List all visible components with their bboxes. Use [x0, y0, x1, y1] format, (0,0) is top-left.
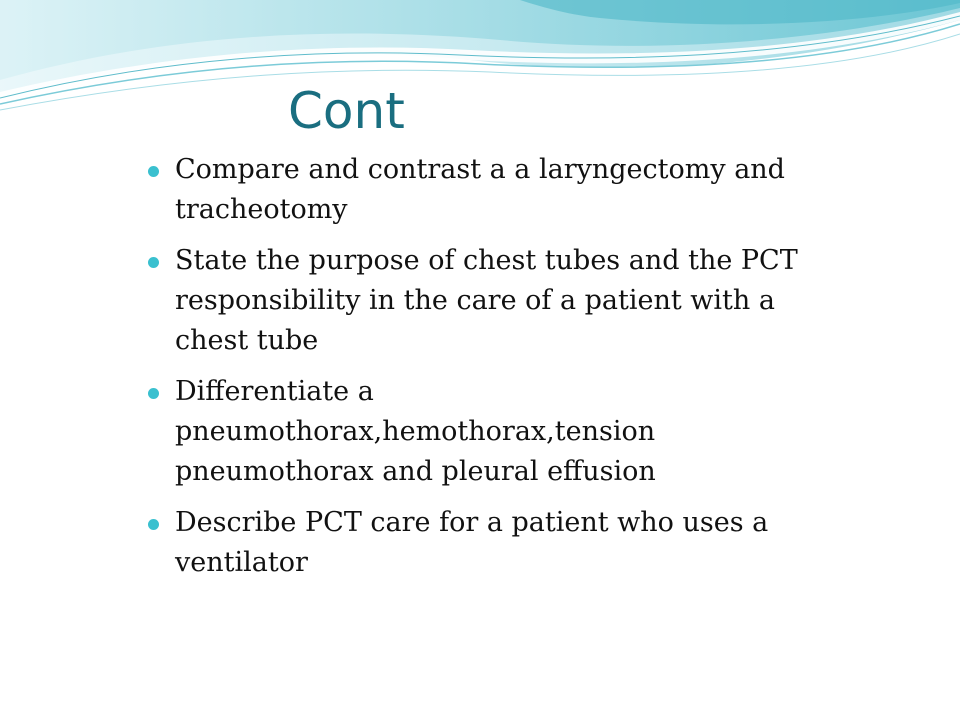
list-item	[148, 503, 848, 583]
list-item	[148, 150, 848, 230]
wave-decoration	[0, 0, 960, 130]
bullet-list	[148, 150, 848, 594]
bullet-dot-icon	[148, 257, 159, 268]
bullet-text: Compare and contrast a a laryngectomy and tracheotomy	[175, 154, 785, 225]
bullet-text: Describe PCT care for a patient who uses a ventilator	[175, 507, 769, 578]
list-item	[148, 372, 848, 492]
bullet-dot-icon	[148, 166, 159, 177]
bullet-text: Differentiate a pneumothorax,hemothorax,tension pneumothorax and pleural effusion	[175, 376, 656, 487]
slide-title: Cont	[288, 82, 405, 140]
list-item	[148, 241, 848, 361]
bullet-dot-icon	[148, 519, 159, 530]
bullet-dot-icon	[148, 388, 159, 399]
bullet-text: State the purpose of chest tubes and the PCT responsibility in the care of a patient with a chest tube	[175, 245, 798, 356]
